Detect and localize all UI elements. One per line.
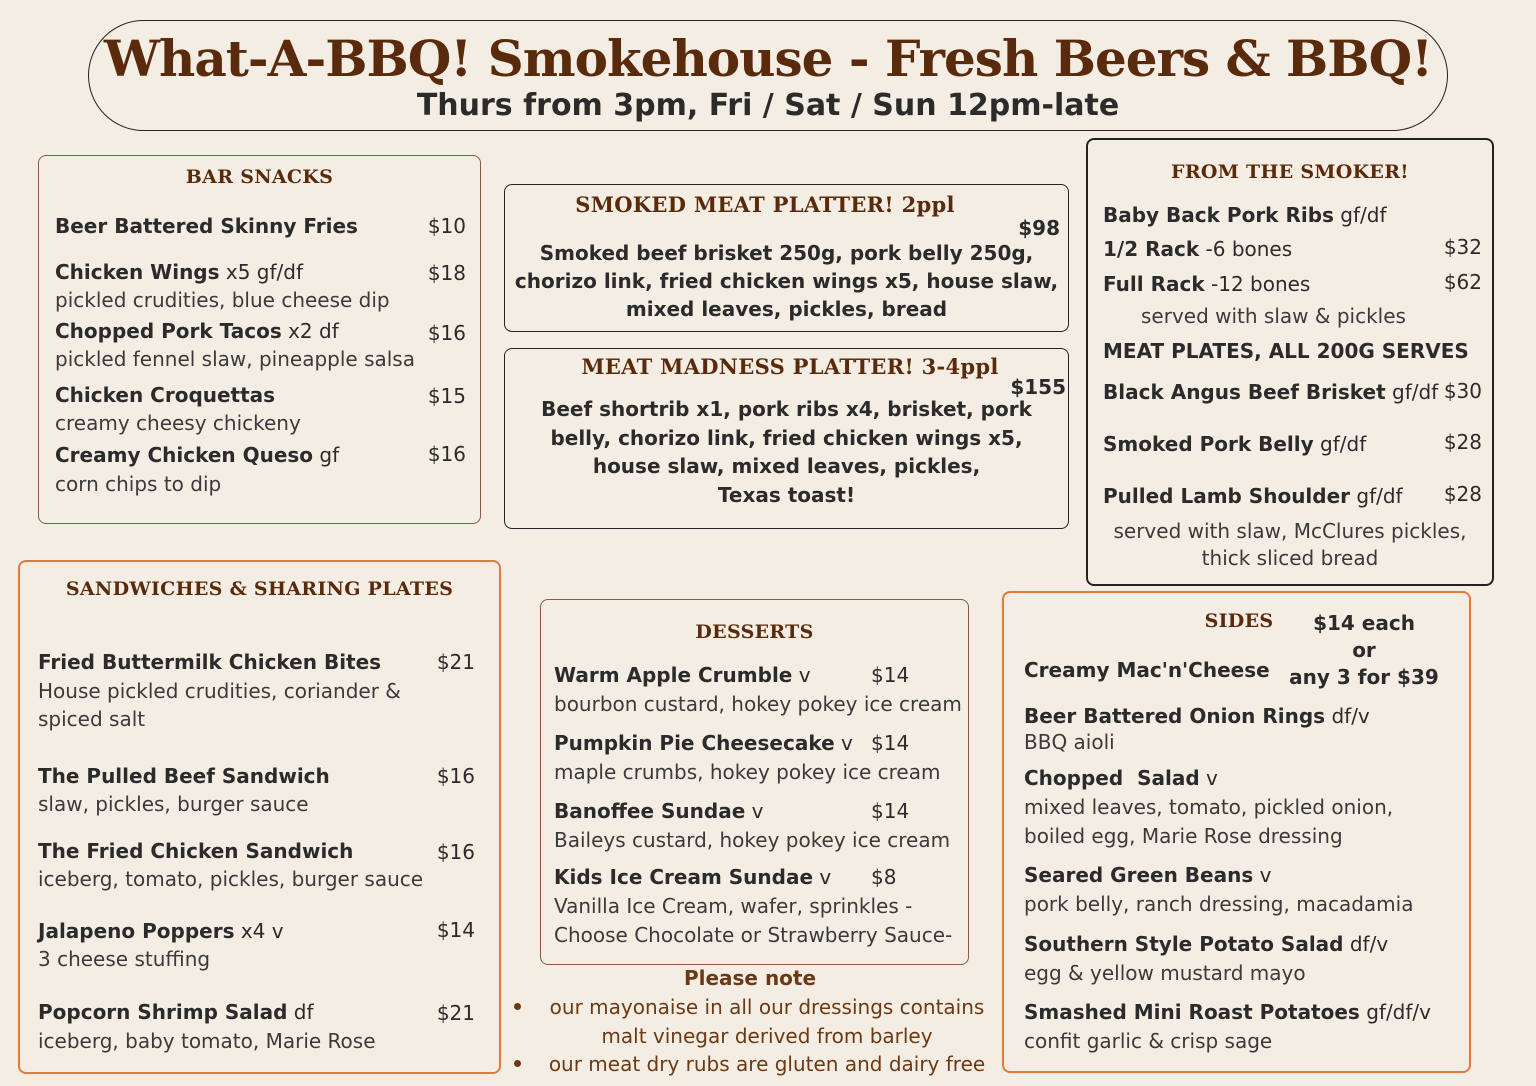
menu-item-price: $14 [871, 663, 910, 687]
menu-item-price: $14 [871, 799, 910, 823]
menu-item-desc: boiled egg, Marie Rose dressing [1024, 824, 1343, 848]
from-the-smoker-section [1086, 138, 1494, 586]
section-title: SMOKED MEAT PLATTER! 2ppl [575, 192, 955, 217]
menu-item-name: Chicken Croquettas [55, 383, 276, 407]
menu-item-name: Seared Green Beans v [1024, 863, 1272, 887]
desserts-section [540, 599, 969, 965]
menu-item-name: Banoffee Sundae v [554, 799, 764, 823]
menu-item-desc: House pickled crudities, coriander & [38, 679, 401, 703]
menu-item-desc: creamy cheesy chickeny [55, 411, 301, 435]
menu-item-desc: mixed leaves, tomato, pickled onion, [1024, 795, 1394, 819]
section-title: FROM THE SMOKER! [1171, 161, 1409, 183]
menu-item-desc: pork belly, ranch dressing, macadamia [1024, 892, 1414, 916]
menu-item-price: $62 [1443, 270, 1482, 294]
menu-item-name: Chicken Wings x5 gf/df [55, 260, 304, 284]
menu-item-desc: corn chips to dip [55, 472, 222, 496]
sandwiches-section [18, 560, 501, 1074]
menu-item-desc: BBQ aioli [1024, 730, 1115, 754]
menu-item-price: $28 [1443, 482, 1482, 506]
menu-item-name: Chopped Salad v [1024, 766, 1218, 790]
bullet-icon [514, 1003, 521, 1010]
menu-item-desc: Baileys custard, hokey pokey ice cream [554, 828, 951, 852]
menu-item-price: $16 [427, 442, 466, 466]
menu-item-name: Warm Apple Crumble v [554, 663, 811, 687]
menu-item-name: Smoked Pork Belly gf/df [1103, 432, 1367, 456]
note-line: malt vinegar derived from barley [601, 1024, 933, 1048]
rack-option: 1/2 Rack -6 bones [1103, 237, 1293, 261]
platter-price: $155 [1010, 375, 1066, 399]
menu-item-price: $21 [436, 1001, 475, 1025]
menu-item-desc: 3 cheese stuffing [38, 947, 211, 971]
bullet-icon [514, 1060, 521, 1067]
menu-item-price: $15 [427, 384, 466, 408]
menu-item-name: Southern Style Potato Salad df/v [1024, 932, 1389, 956]
menu-item-desc: slaw, pickles, burger sauce [38, 792, 309, 816]
menu-title: What-A-BBQ! Smokehouse - Fresh Beers & BBQ! [103, 29, 1433, 88]
note-line: our meat dry rubs are gluten and dairy free [548, 1052, 986, 1076]
sides-price-line: or [1352, 638, 1376, 662]
menu-item-price: $10 [427, 214, 466, 238]
menu-item-name: Beer Battered Onion Rings df/v [1024, 704, 1370, 728]
menu-item-desc: Vanilla Ice Cream, wafer, sprinkles - [554, 894, 913, 918]
menu-item-price: $30 [1443, 379, 1482, 403]
bar-snacks-section [38, 155, 481, 524]
note-line: our mayonaise in all our dressings contains [549, 995, 985, 1019]
rack-option: Full Rack -12 bones [1103, 272, 1311, 296]
menu-item-desc: bourbon custard, hokey pokey ice cream [554, 692, 962, 716]
menu-header [88, 20, 1448, 131]
menu-item-name: Chopped Pork Tacos x2 df [55, 319, 339, 343]
menu-item-desc: iceberg, baby tomato, Marie Rose [38, 1029, 376, 1053]
plates-note: served with slaw, McClures pickles, [1113, 519, 1467, 543]
menu-item-name: Creamy Mac'n'Cheese [1024, 658, 1270, 682]
menu-item-price: $18 [427, 261, 466, 285]
menu-item-name: Beer Battered Skinny Fries [55, 214, 358, 238]
menu-item-name: Jalapeno Poppers x4 v [38, 919, 284, 943]
menu-item-name: Kids Ice Cream Sundae v [554, 865, 832, 889]
menu-item-name: Pumpkin Pie Cheesecake v [554, 731, 853, 755]
menu-item-desc: iceberg, tomato, pickles, burger sauce [38, 867, 424, 891]
menu-item-price: $21 [436, 650, 475, 674]
menu-item-price: $8 [871, 865, 897, 889]
menu-item-desc: confit garlic & crisp sage [1024, 1029, 1273, 1053]
meat-madness-platter [504, 348, 1069, 529]
section-title: MEAT MADNESS PLATTER! 3-4ppl [581, 354, 999, 379]
menu-item-name: Baby Back Pork Ribs gf/df [1103, 203, 1387, 227]
platter-price: $98 [1018, 216, 1060, 240]
platter-desc-line: mixed leaves, pickles, bread [625, 297, 948, 321]
ribs-note: served with slaw & pickles [1141, 304, 1406, 328]
sides-price-line: any 3 for $39 [1289, 665, 1439, 689]
menu-item-desc: maple crumbs, hokey pokey ice cream [554, 760, 941, 784]
menu-item-price: $14 [871, 731, 910, 755]
note-title: Please note [683, 966, 817, 990]
platter-desc-line: belly, chorizo link, fried chicken wings x5, [550, 426, 1023, 450]
menu-item-price: $32 [1443, 235, 1482, 259]
sides-price-line: $14 each [1313, 611, 1415, 635]
platter-desc-line: Beef shortrib x1, pork ribs x4, brisket, pork [541, 397, 1032, 421]
menu-item-name: Smashed Mini Roast Potatoes gf/df/v [1024, 1000, 1431, 1024]
section-title: SANDWICHES & SHARING PLATES [65, 578, 454, 600]
section-title: BAR SNACKS [185, 166, 334, 188]
smoked-meat-platter [504, 184, 1069, 332]
platter-desc-line: house slaw, mixed leaves, pickles, [592, 454, 981, 478]
platter-desc-line: Smoked beef brisket 250g, pork belly 250g, [539, 241, 1034, 265]
sides-section [1002, 591, 1471, 1073]
meat-plates-heading: MEAT PLATES, ALL 200G SERVES [1103, 339, 1469, 363]
menu-item-desc: spiced salt [38, 707, 146, 731]
menu-item-desc: Choose Chocolate or Strawberry Sauce- [554, 923, 953, 947]
platter-desc-line: Texas toast! [717, 483, 856, 507]
menu-item-price: $16 [427, 321, 466, 345]
opening-hours: Thurs from 3pm, Fri / Sat / Sun 12pm-late [416, 88, 1120, 123]
menu-item-price: $14 [436, 918, 475, 942]
menu-item-price: $16 [436, 840, 475, 864]
platter-desc-line: chorizo link, fried chicken wings x5, house slaw, [514, 269, 1059, 293]
menu-item-name: Creamy Chicken Queso gf [55, 443, 340, 467]
section-title: DESSERTS [695, 621, 814, 643]
menu-item-desc: egg & yellow mustard mayo [1024, 961, 1306, 985]
menu-item-desc: pickled crudities, blue cheese dip [55, 288, 390, 312]
menu-item-desc: pickled fennel slaw, pineapple salsa [55, 347, 415, 371]
plates-note: thick sliced bread [1201, 546, 1379, 570]
menu-item-name: The Pulled Beef Sandwich [38, 764, 330, 788]
menu-item-name: The Fried Chicken Sandwich [38, 839, 354, 863]
menu-item-name: Black Angus Beef Brisket gf/df [1103, 380, 1439, 404]
menu-item-price: $16 [436, 764, 475, 788]
menu-item-name: Fried Buttermilk Chicken Bites [38, 650, 382, 674]
menu-item-price: $28 [1443, 430, 1482, 454]
section-title: SIDES [1204, 610, 1274, 632]
menu-item-name: Pulled Lamb Shoulder gf/df [1103, 484, 1403, 508]
menu-item-name: Popcorn Shrimp Salad df [38, 1000, 314, 1024]
